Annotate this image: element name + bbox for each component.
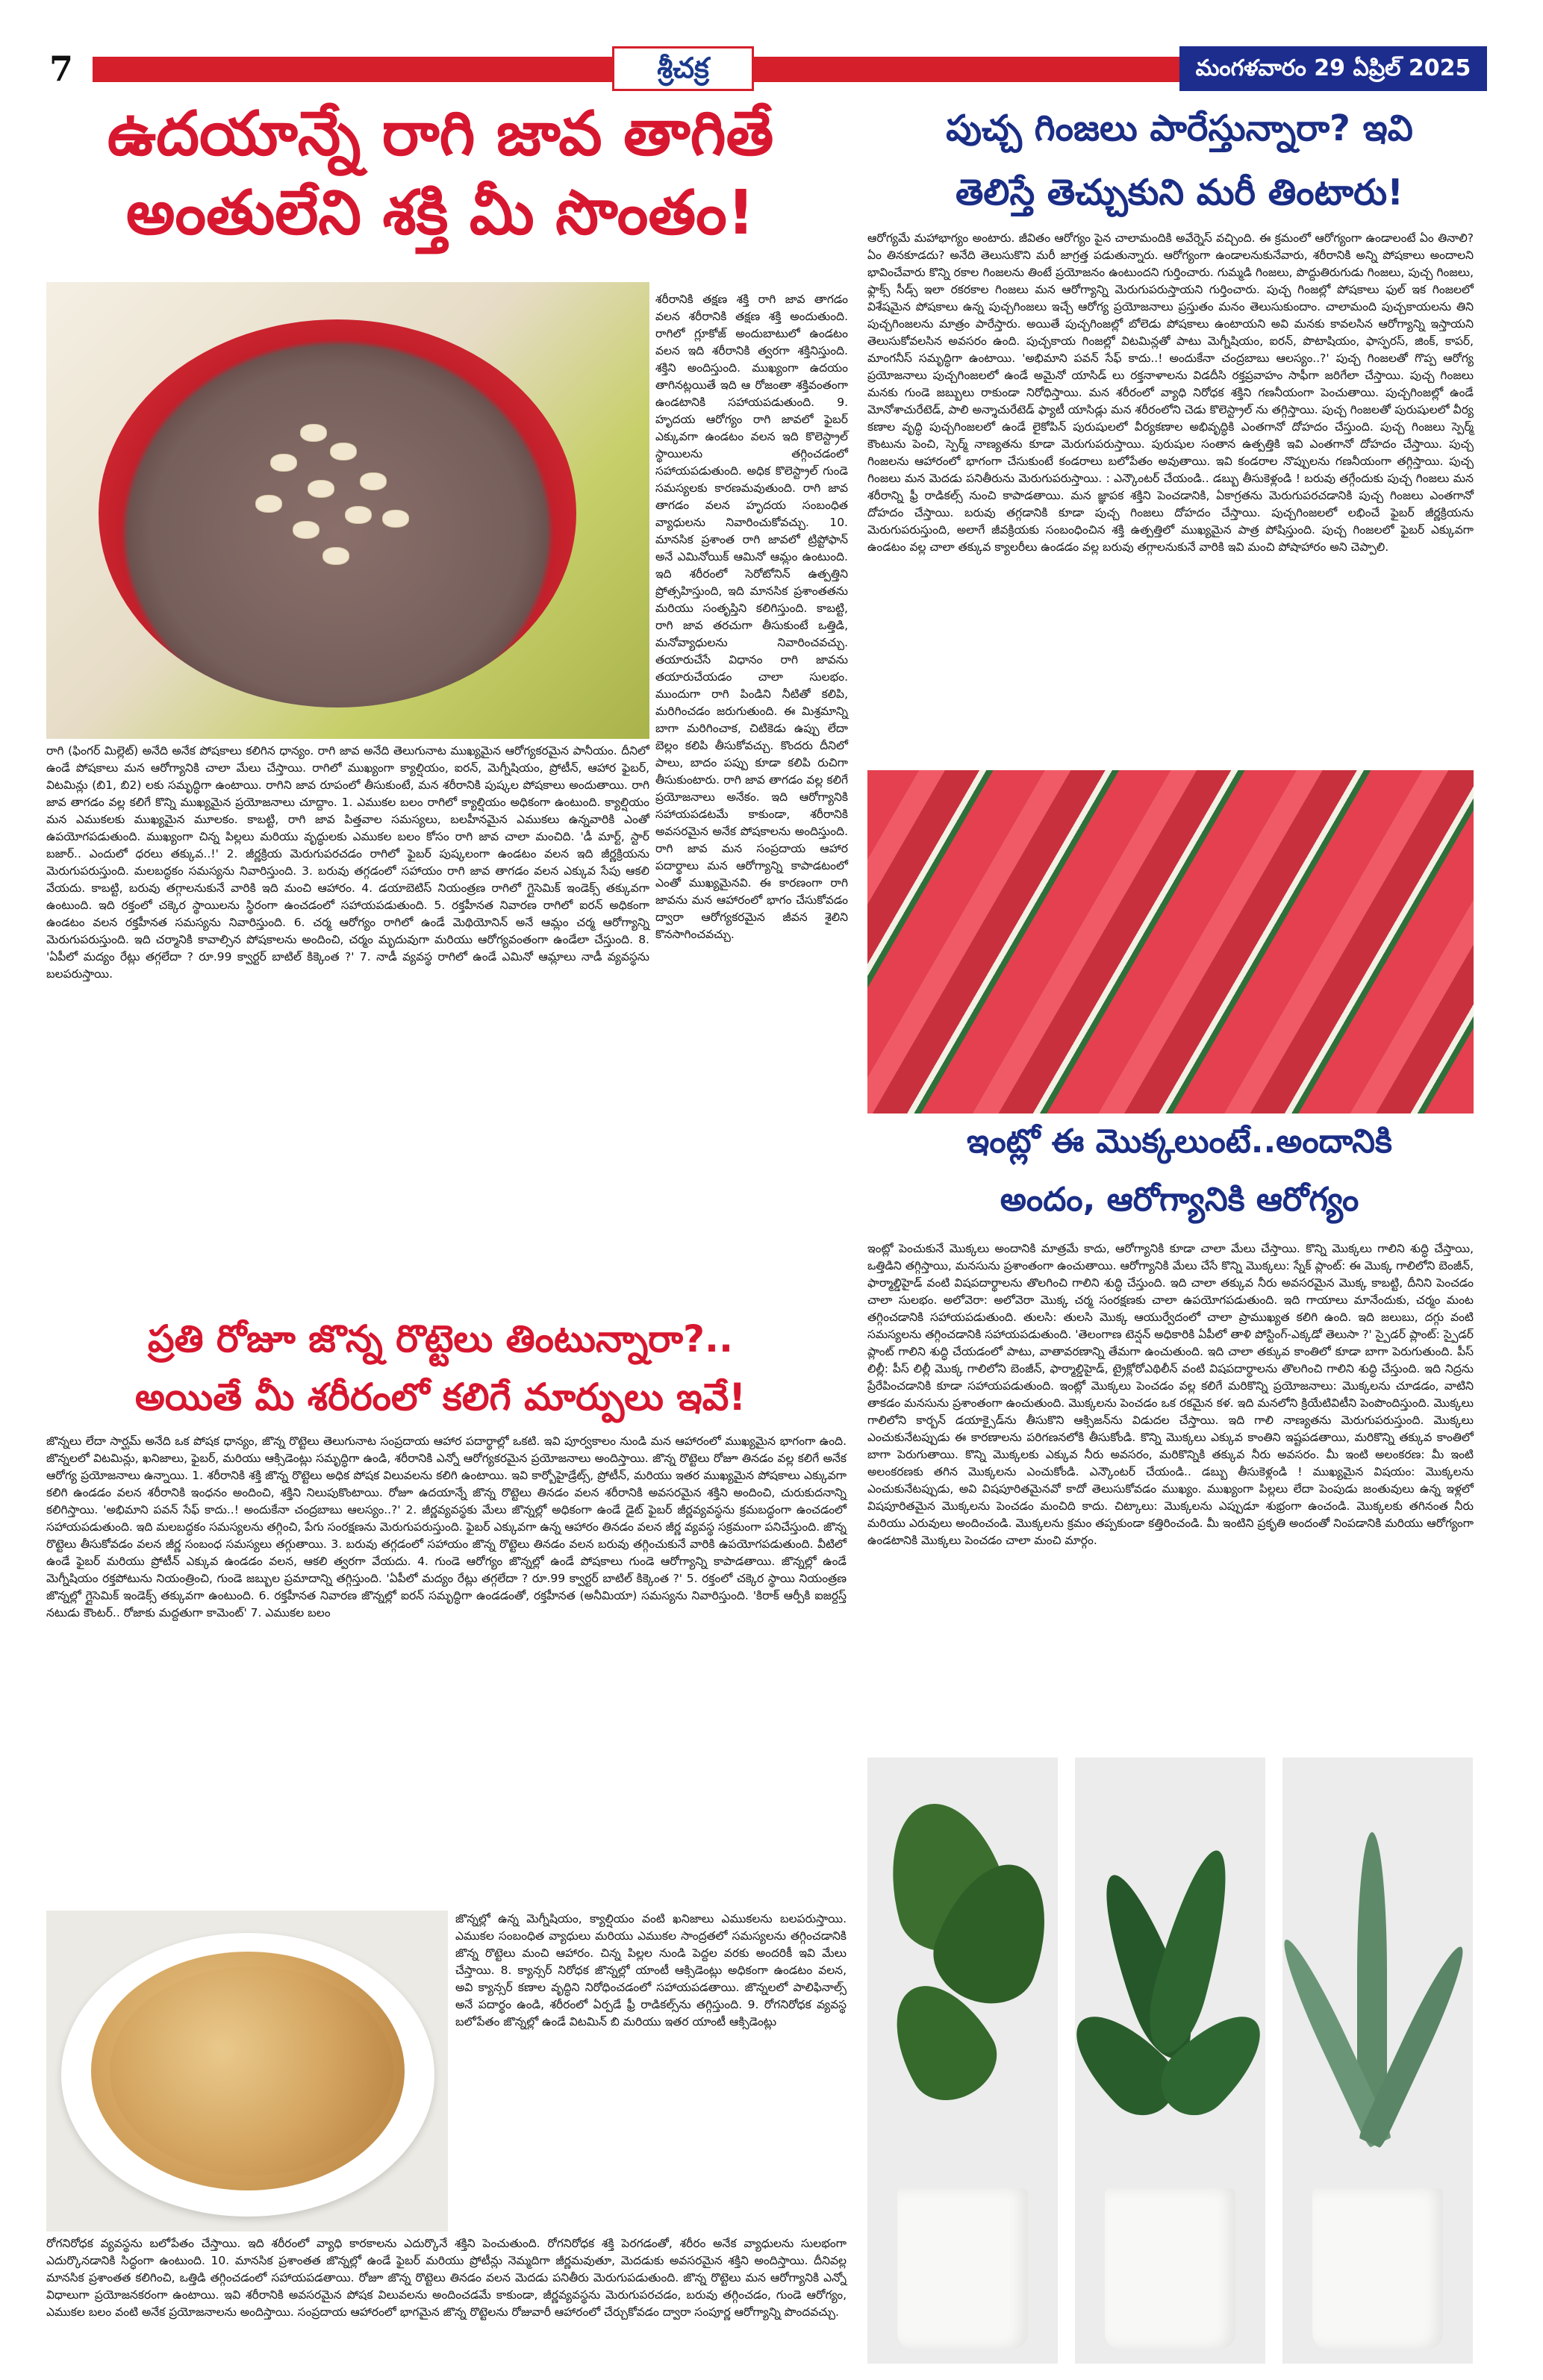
article1-side-column: శరీరానికి తక్షణ శక్తి రాగి జావ తాగడం వలన శరీరానికి తక్షణ శక్తి అందుతుంది. రాగిలో గ్లూకోజ్ అందుబాటులో ఉండటం వలన ఇది శరీరానికి త్వరగా శక్తినిస్తుంది. శక్తిని అందిస్తుంది. ముఖ్యంగా ఉదయం తాగినట్లయితే ఇది ఆ రోజంతా శక్తివంతంగా ఉండటానికి సహాయపడుతుంది. 9. హృదయ ఆరోగ్యం రాగి జావలో ఫైబర్ ఎక్కువగా ఉండటం వలన ఇది కొలెస్ట్రాల్ స్థాయిలను తగ్గించడంలో సహాయపడుతుంది. అధిక కొలెస్ట్రాల్ గుండె సమస్యలకు కారణమవుతుంది. రాగి జావ తాగడం వలన హృదయ సంబంధిత వ్యాధులను నివారించుకోవచ్చు. 10. మానసిక ప్రశాంత రాగి జావలో ట్రిప్టోఫాన్ అనే ఎమినోయిక్ ఆమినో ఆమ్లం ఉంటుంది. ఇది శరీరంలో సెరోటోనిన్ ఉత్పత్తిని ప్రోత్సహిస్తుంది, ఇది మానసిక ప్రశాంతతను మరియు సంతృప్తిని కలిగిస్తుంది. కాబట్టి, రాగి జావ తరచుగా తీసుకుంటే ఒత్తిడి, మనోవ్యాధులను నివారించవచ్చు. తయారుచేసే విధానం రాగి జావను తయారుచేయడం చాలా సులభం. ముందుగా రాగి పిండిని నీటితో కలిపి, మరిగించడం జరుగుతుంది. ఈ మిశ్రమాన్ని బాగా మరిగించాక, చిటికెడు ఉప్పు లేదా బెల్లం కలిపి తీసుకోవచ్చు. కొందరు దీనిలో పాలు, బాదం పప్పు కూడా కలిపి రుచిగా తీసుకుంటారు. రాగి జావ తాగడం వల్ల కలిగే ప్రయోజనాలు అనేకం. ఇది ఆరోగ్యానికి సహాయపడటమే కాకుండా, శరీరానికి అవసరమైన అనేక పోషకాలను అందిస్తుంది. రాగి జావ మన సంప్రదాయ ఆహార పదార్థాలు మన ఆరోగ్యాన్ని కాపాడటంలో ఎంతో ముఖ్యమైనవి. ఈ కారణంగా రాగి జావను మన ఆహారంలో భాగం చేసుకోవడం ద్వారా ఆరోగ్యకరమైన జీవన శైలిని కొనసాగించవచ్చు. (655, 293, 848, 941)
masthead (30, 46, 1486, 91)
article3-body: ఆరోగ్యమే మహాభాగ్యం అంటారు. జీవితం ఆరోగ్యం పైన చాలామందికి అవేర్నెస్ వచ్చింది. ఈ క్రమంలో ఆరోగ్యంగా ఉండాలంటే ఏం తినాలి? ఏం తినకూడదు? అనేది తెలుసుకొని మరీ జాగ్రత్త పడుతున్నారు. ఆరోగ్యంగా ఉండాలనుకునేవారు, శరీరానికి అన్ని పోషకాలు అందాలని భావించేవారు కొన్ని రకాల గింజలను తింటే ప్రయోజనం ఉంటుందని గుర్తించారు. గుమ్మడి గింజలు, పొద్దుతిరుగుడు గింజలు, పుచ్చ గింజలు, ఫ్లాక్స్ సీడ్స్ ఇలా రకరకాల గింజలు మన ఆరోగ్యాన్ని మెరుగుపరుస్తాయని గుర్తించారు. పుచ్చ గింజల్లో పోషకాలు ఫుల్ ఇక గింజలలో విశేషమైన పోషకాలు ఉన్న పుచ్చగింజలు ఇచ్చే ఆరోగ్య ప్రయోజనాలు ప్రస్తుతం మనం తెలుసుకుందాం. చాలామంది పుచ్చకాయలను తిని పుచ్చగింజలను మాత్రం పారేస్తారు. అయితే పుచ్చగింజల్లో బోలెడు పోషకాలు ఉంటాయని అవి మనకు కావలసిన ఆరోగ్యాన్ని ఇస్తాయని తెలుసుకోవలసిన అవసరం ఉంది. పుచ్చకాయ గింజల్లో విటమిన్లతో పాటు మెగ్నీషియం, ఐరన్, పొటాషియం, ఫాస్ఫరస్, జింక్, కాపర్, మాంగనీస్ సమృద్ధిగా ఉంటాయి. 'అభిమాని పవన్ సేఫ్ కాదు..! అందుకేనా చంద్రబాబు ఆలస్యం..?' పుచ్చ గింజలతో గొప్ప ఆరోగ్య ప్రయోజనాలు పుచ్చగింజలలో ఉండే అమైనో యాసిడ్ లు రక్తనాళాలను విడదీసి రక్తప్రవాహం సాఫీగా జరిగేలా చేస్తాయి. పుచ్చ గింజలు మనకు గుండె జబ్బులు రాకుండా నిరోధిస్తాయి. మన శరీరంలో వ్యాధి నిరోధక శక్తిని గణనీయంగా పెంచుతాయి. పుచ్చగింజల్లో ఉండే మోనోశాచురేటెడ్, పాలి అన్శాచురేటెడ్ ఫ్యాటీ యాసిడ్లు మన శరీరంలోని చెడు కొలెస్ట్రాల్ ను తగ్గిస్తాయి. పుచ్చ గింజలతో పురుషులలో వీర్య కణాల వృద్ధి పుచ్చగింజలలో ఉండే లైకోపిన్ పురుషులలో వీర్యకణాల అభివృద్ధికి ఎంతగానో దోహదం చేస్తుంది. పుచ్చ గింజలు స్పెర్మ్ కౌంటును పెంచి, స్పెర్మ్ నాణ్యతను కూడా మెరుగుపరుస్తాయి. పురుషుల సంతాన ఉత్పత్తికి ఇవి ఎంతగానో దోహదం చేస్తాయి. పుచ్చ గింజలను ఆహారంలో భాగంగా చేసుకుంటే కండరాలు బలోపేతం అవుతాయి. ఇవి కండరాల నొప్పులను గణనీయంగా తగ్గిస్తాయి. పుచ్చ గింజలు మన మెదడు పనితీరును మెరుగుపరుస్తాయి. : ఎన్కౌంటర్ చేయండి.. డబ్బు తీసుకెళ్లండి ! బరువు తగ్గేందుకు పుచ్చ గింజలు మన శరీరాన్ని ఫ్రీ రాడికల్స్ నుంచి కాపాడతాయి. మన జ్ఞాపక శక్తిని పెంచడానికి, ఏకాగ్రతను మెరుగుపరచడానికి పుచ్చ గింజలు ఎంతగానో దోహదం చేస్తాయి. బరువు తగ్గడానికి కూడా పుచ్చ గింజలు దోహదం చేస్తాయి. పుచ్చగింజలలో లభించే ఫైబర్ జీర్ణక్రియను మెరుగుపరుస్తుంది, అలాగే జీవక్రియకు సంబంధించిన శక్తి ఉత్పత్తిలో ముఖ్యమైన పాత్ర పోషిస్తుంది. పుచ్చ గింజలలో ఫైబర్ ఎక్కువగా ఉండటం వల్ల చాలా తక్కువ క్యాలరీలు ఉండడం వల్ల బరువు తగ్గాలనుకునే వారికి ఇవి మంచి పోషాహారం అని చెప్పాలి. (867, 231, 1474, 554)
article2-body-right: జొన్నల్లో ఉన్న మెగ్నీషియం, క్యాల్షియం వంటి ఖనిజాలు ఎముకలను బలపరుస్తాయి. ఎముకల సంబంధిత వ్యాధులు మరియు ఎముకల సాంద్రతలో సమస్యలను తగ్గించడానికి జొన్న రొట్టెలు మంచి ఆహారం. చిన్న పిల్లల నుండి పెద్దల వరకు అందరికీ ఇవి మేలు చేస్తాయి. 8. క్యాన్సర్ నిరోధక జొన్నల్లో యాంటీ ఆక్సిడెంట్లు అధికంగా ఉండటం వలన, అవి క్యాన్సర్ కణాల వృద్ధిని నిరోధించడంలో సహాయపడతాయి. జొన్నలలో పాలిఫినాల్స్ అనే పదార్థం ఉండి, శరీరంలో ఏర్పడే ఫ్రీ రాడికల్స్‌ను తగ్గిస్తుంది. 9. రోగనిరోధక వ్యవస్థ బలోపేతం జొన్నల్లో ఉండే విటమిన్ బి మరియు ఇతర యాంటీ ఆక్సిడెంట్లు (455, 1912, 847, 2028)
article1-headline-line1: ఉదయాన్నే రాగి జావ తాగితే (107, 99, 774, 169)
article2-headline-line2: అయితే మీ శరీరంలో కలిగే మార్పులు ఇవే! (134, 1375, 746, 1419)
article4-headline-line2: అందం, ఆరోగ్యానికి ఆరోగ్యం (1000, 1181, 1359, 1219)
article2-headline-line1: ప్రతి రోజూ జొన్న రొట్టెలు తింటున్నారా?.. (147, 1317, 734, 1361)
peace-lily-plant-image (1075, 1758, 1265, 2364)
ragi-java-image (46, 282, 649, 739)
article1-body: రాగి (ఫింగర్ మిల్లెట్) అనేది అనేక పోషకాలు కలిగిన ధాన్యం. రాగి జావ అనేది తెలుగునాట ముఖ్యమైన ఆరోగ్యకరమైన పానీయం. దీనిలో ఉండే పోషకాలు మన ఆరోగ్యానికి చాలా మేలు చేస్తాయి. రాగిలో ముఖ్యంగా క్యాల్షియం, ఐరన్, మెగ్నీషియం, ప్రోటీన్, ఆహార ఫైబర్, విటమిన్లు (బి1, బి2) లకు సమృద్ధిగా ఉంటాయి. రాగిని జావ రూపంలో తీసుకుంటే, మన శరీరానికి పుష్కల పోషకాలు అందుతాయి. రాగి జావ తాగడం వల్ల కలిగే కొన్ని ముఖ్యమైన ప్రయోజనాలు చూద్దాం. 1. ఎముకల బలం రాగిలో క్యాల్షియం అధికంగా ఉంటుంది. క్యాల్షియం మన ఎముకలకు ముఖ్యమైన మూలకం. కాబట్టి, రాగి జావ పిత్తవాల సమస్యలు, బలహీనమైన ఎముకలు ఉన్నవారికి ఎంతో ఉపయోగపడుతుంది. ముఖ్యంగా చిన్న పిల్లలు మరియు వృద్ధులకు ఎముకల బలం కోసం రాగి జావ చాలా మంచిది. 'డీ మార్ట్, స్టార్ బజార్.. ఎందులో ధరలు తక్కువ..!' 2. జీర్ణక్రియ మెరుగుపరచడం రాగిలో ఫైబర్ పుష్కలంగా ఉండటం వలన ఇది జీర్ణక్రియను మెరుగుపరుస్తుంది. మలబద్ధకం సమస్యను నివారిస్తుంది. 3. బరువు తగ్గడంలో సహాయం రాగి జావ తాగడం వలన ఎక్కువ సేపు ఆకలి వేయదు. కాబట్టి, బరువు తగ్గాలనుకునే వారికి ఇది మంచి ఆహారం. 4. డయాబెటిస్ నియంత్రణ రాగిలో గ్లైసెమిక్ ఇండెక్స్ తక్కువగా ఉంటుంది. ఇది రక్తంలో చక్కెర స్థాయిలను స్థిరంగా ఉంచడంలో సహాయపడుతుంది. 5. రక్తహీనత నివారణ రాగిలో ఐరన్ అధికంగా ఉండటం వలన రక్తహీనత సమస్యను నివారిస్తుంది. 6. చర్మ ఆరోగ్యం రాగిలో ఉండే మెథియోనిన్ అనే ఆమ్లం చర్మ ఆరోగ్యాన్ని మెరుగుపరుస్తుంది. ఇది చర్మానికి కావాల్సిన పోషకాలను అందించి, చర్మం మృదువుగా మరియు ఆరోగ్యవంతంగా ఉండేలా చేస్తుంది. 8. 'ఏపీలో మద్యం రేట్లు తగ్గలేదా ? రూ.99 క్వార్టర్ బాటిల్ కిక్కెంత ?' 7. నాడీ వ్యవస్థ రాగిలో ఉండే ఎమినో ఆమ్లాలు నాడీ వ్యవస్థను బలపరుస్తాయి. (46, 744, 649, 981)
article4-body: ఇంట్లో పెంచుకునే మొక్కలు అందానికి మాత్రమే కాదు, ఆరోగ్యానికి కూడా చాలా మేలు చేస్తాయి. కొన్ని మొక్కలు గాలిని శుద్ధి చేస్తాయి, ఒత్తిడిని తగ్గిస్తాయి, మనసును ప్రశాంతంగా ఉంచుతాయి. ఆరోగ్యానికి మేలు చేసే కొన్ని మొక్కలు: స్నేక్ ప్లాంట్: ఈ మొక్క గాలిలోని బెంజీన్, ఫార్మాల్డిహైడ్ వంటి విషపదార్థాలను తొలగించి గాలిని శుద్ధి చేస్తుంది. ఇది చాలా తక్కువ నీరు అవసరమైన మొక్క కాబట్టి, దీనిని పెంచడం చాలా సులభం. అలోవెరా: అలోవెరా మొక్క చర్మ సంరక్షణకు చాలా ఉపయోగపడుతుంది. ఇది గాయాలు మానేందుకు, చర్మం మంట తగ్గించడానికి సహాయపడుతుంది. తులసి: తులసి మొక్క ఆయుర్వేదంలో చాలా ప్రాముఖ్యత కలిగి ఉంది. ఇది జలుబు, దగ్గు వంటి సమస్యలను తగ్గించడానికి సహాయపడుతుంది. 'తెలంగాణ టెన్షన్ అధికారికి ఏపీలో తాళి పోస్టింగ్-ఎక్కడో తెలుసా ?' స్పైడర్ ప్లాంట్: స్పైడర్ ప్లాంట్ గాలిని శుద్ధి చేయడంలో పాటు, వాతావరణాన్ని తేమగా ఉంచుతుంది. ఇది చాలా తక్కువ కాంతిలో కూడా బాగా పెరుగుతుంది. పీస్ లిల్లీ: పీస్ లిల్లీ మొక్క గాలిలోని బెంజీన్, ఫార్మాల్డిహైడ్, ట్రైక్లోరోఎథిలీన్ వంటి విషపదార్థాలను తొలగించి గాలిని శుద్ధి చేస్తుంది. ఇది నిద్రను ప్రేరేపించడానికి కూడా సహాయపడుతుంది. ఇంట్లో మొక్కలు పెంచడం వల్ల కలిగే మరికొన్ని ప్రయోజనాలు: మొక్కలను చూడడం, వాటిని తాకడం మనసును ప్రశాంతంగా ఉంచుతుంది. మొక్కలను పెంచడం ఒక రకమైన కళ. ఇది మనలోని క్రియేటివిటీని పెంపొందిస్తుంది. మొక్కలు గాలిలోని కార్బన్ డయాక్సైడ్‌ను తీసుకొని ఆక్సిజన్‌ను విడుదల చేస్తాయి. ఇది గాలి నాణ్యతను మెరుగుపరుస్తుంది. మొక్కలు ఎంచుకునేటప్పుడు ఈ కారణాలను పరిగణనలోకి తీసుకోండి. కొన్ని మొక్కలు ఎక్కువ కాంతిని ఇష్టపడతాయి, మరికొన్ని తక్కువ కాంతిలో బాగా పెరుగుతాయి. కొన్ని మొక్కలకు ఎక్కువ నీరు అవసరం, మరికొన్నికి తక్కువ నీరు అవసరం. మీ ఇంటి అలంకరణ: మీ ఇంటి అలంకరణకు తగిన మొక్కలను ఎంచుకోండి. ఎన్కౌంటర్ చేయండి.. డబ్బు తీసుకెళ్లండి ! ముఖ్యమైన విషయం: మొక్కలను ఎంచుకునేటప్పుడు, అవి విషపూరితమైనవో కాదో తెలుసుకోవడం ముఖ్యం. ముఖ్యంగా పిల్లలు లేదా పెంపుడు జంతువులు ఉన్న ఇళ్లలో విషపూరితమైన మొక్కలను పెంచడం మంచిది కాదు. చిట్కాలు: మొక్కలను ఎప్పుడూ శుభ్రంగా ఉంచండి. మొక్కలకు తగినంత నీరు మరియు ఎరువులు అందించండి. మొక్కలను క్రమం తప్పకుండా కత్తిరించండి. మీ ఇంటిని ప్రకృతి అందంతో నింపడానికి మరియు ఆరోగ్యంగా ఉండటానికి మొక్కలు పెంచడం చాలా మంచి మార్గం. (867, 1242, 1474, 1547)
page-number: 7 (30, 46, 93, 91)
jowar-roti-image (46, 1911, 448, 2231)
article1-headline-line2: అంతులేని శక్తి మీ సొంతం! (125, 178, 755, 249)
watermelon-image (867, 770, 1474, 1114)
issue-date: మంగళవారం 29 ఏప్రిల్ 2025 (1179, 46, 1487, 91)
article2-body-bottom: రోగనిరోధక వ్యవస్థను బలోపేతం చేస్తాయి. ఇది శరీరంలో వ్యాధి కారకాలను ఎదుర్కొనే శక్తిని పెంచుతుంది. రోగనిరోధక శక్తి పెరగడంతో, శరీరం అనేక వ్యాధులను సులభంగా ఎదుర్కొనడానికి సిద్ధంగా ఉంటుంది. 10. మానసిక ప్రశాంతత జొన్నల్లో ఉండే ఫైబర్ మరియు ప్రోటీన్లు నెమ్మదిగా జీర్ణమవుతూ, మెదడుకు అవసరమైన శక్తిని అందిస్తాయి. దీనివల్ల మానసిక ప్రశాంతత కలిగించి, ఒత్తిడి తగ్గించడంలో సహాయపడతాయి. రోజూ జొన్న రొట్టెలు తినడం వలన మెదడు పనితీరు మెరుగుపడుతుంది. జొన్న రొట్టెలు మన ఆరోగ్యానికి ఎన్నో విధాలుగా ప్రయోజనకరంగా ఉంటాయి. ఇవి శరీరానికి అవసరమైన పోషక విలువలను అందించడమే కాకుండా, జీర్ణవ్యవస్థను మెరుగుపరచడం, బరువు తగ్గించడం, గుండె ఆరోగ్యం, ఎముకల బలం వంటి అనేక ప్రయోజనాలను అందిస్తాయి. సంప్రదాయ ఆహారంలో భాగమైన జొన్న రొట్టెలను రోజువారీ ఆహారంలో చేర్చుకోవడం ద్వారా సంపూర్ణ ఆరోగ్యాన్ని పొందవచ్చు. (46, 2237, 847, 2319)
article3-headline-line2: తెలిస్తే తెచ్చుకుని మరీ తింటారు! (955, 172, 1404, 213)
monstera-plant-image (867, 1758, 1058, 2364)
article3-headline-line1: పుచ్చ గింజలు పారేస్తున్నారా? ఇవి (946, 107, 1413, 149)
aloe-vera-plant-image (1282, 1758, 1473, 2364)
newspaper-logo: శ్రీచక్ర (612, 46, 754, 91)
article2-body-top: జొన్నలు లేదా సార్ఘమ్ అనేది ఒక పోషక ధాన్యం, జొన్న రొట్టెలు తెలుగునాట సంప్రదాయ ఆహార పదార్థాల్లో ఒకటి. ఇవి పూర్వకాలం నుండి మన ఆహారంలో ముఖ్యమైన భాగంగా ఉంది. జొన్నలలో విటమిన్లు, ఖనిజాలు, ఫైబర్, మరియు ఆక్సిడెంట్లు సమృద్ధిగా ఉండి, శరీరానికి ఎన్నో ఆరోగ్యకరమైన ప్రయోజనాలు అందిస్తాయి. జొన్న రొట్టెలు రోజూ తినడం వల్ల కలిగే అనేక ఆరోగ్య ప్రయోజనాలు ఉన్నాయి. 1. శరీరానికి శక్తి జొన్న రొట్టెలు అధిక పోషక విలువలను కలిగి ఉంటాయి. ఇవి కార్బోహైడ్రేట్స్, ప్రోటీన్, మరియు ఇతర ముఖ్యమైన పోషకాలు ఎక్కువగా కలిగి ఉండడం వలన శరీరానికి ఇంధనం అందించి, శక్తిని నిలుపుకొంటాయి. రోజూ ఉదయాన్నే జొన్న రొట్టెలు తినడం వలన శరీరానికి అవసరమైన శక్తిని అందించి, చురుకుదనాన్ని కలిగిస్తాయి. 'అభిమాని పవన్ సేఫ్ కాదు..! అందుకేనా చంద్రబాబు ఆలస్యం..?' 2. జీర్ణవ్యవస్థకు మేలు జొన్నల్లో అధికంగా ఉండే డైట్ ఫైబర్ జీర్ణవ్యవస్థను క్రమబద్ధంగా ఉంచడంలో సహాయపడుతుంది. ఇది మలబద్ధకం సమస్యలను తగ్గించి, పేగు సంరక్షణను మెరుగుపరుస్తుంది. ఫైబర్ ఎక్కువగా ఉన్న ఆహారం తినడం వలన జీర్ణ వ్యవస్థ సక్రమంగా పనిచేస్తుంది. జొన్న రొట్టెలు తీసుకోవడం వలన జీర్ణ సంబంధ సమస్యలు తగ్గుతాయి. 3. బరువు తగ్గడంలో సహాయం జొన్న రొట్టెలు తినడం వలన బరువు తగ్గించుకునే వారికి ఉపయోగపడుతుంది. వీటిలో ఉండే ఫైబర్ మరియు ప్రోటీన్ ఎక్కువ ఉండడం వలన, ఆకలి త్వరగా వేయదు. 4. గుండె ఆరోగ్యం జొన్నల్లో ఉండే పోషకాలు గుండె ఆరోగ్యాన్ని కాపాడతాయి. జొన్నల్లో ఉండే మెగ్నీషియం రక్తపోటును నియంత్రించి, గుండె జబ్బుల ప్రమాదాన్ని తగ్గిస్తుంది. 'ఏపీలో మద్యం రేట్లు తగ్గలేదా ? రూ.99 క్వార్టర్ బాటిల్ కిక్కెంత ?' 5. రక్తంలో చక్కెర స్థాయి నియంత్రణ జొన్నల్లో గ్లైసెమిక్ ఇండెక్స్ తక్కువగా ఉంటుంది. 6. రక్తహీనత నివారణ జొన్నల్లో ఐరన్ సమృద్ధిగా ఉండడంతో, రక్తహీనత (అనీమియా) సమస్యను నివారిస్తుంది. 'కిరాక్ ఆర్పీకి ఐజర్దస్త్ నటుడు కౌంటర్.. రోజాకు మద్దతుగా కామెంట్' 7. ఎముకల బలం (46, 1434, 847, 1620)
article4-headline-line1: ఇంట్లో ఈ మొక్కలుంటే..అందానికి (967, 1122, 1392, 1161)
